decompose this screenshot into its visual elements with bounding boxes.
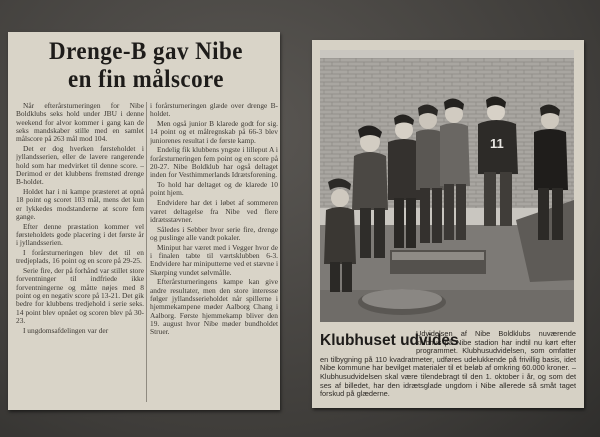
paragraph: I ungdomsafdelingen var der (23, 325, 109, 335)
paragraph: Endelig fik klubbens yngste i lilleput A i forårsturneringen fem point og en score på 20-27. Nibe Boldklub har også deltaget inden for Vesthimmerlands Idrætsforening. (150, 145, 278, 180)
article-clipping-left (8, 32, 280, 410)
article-clipping-right (312, 40, 584, 408)
paragraph: Efterårsturneringens kampe kan give andre resultater, men den store interesse følger jyllandsserieholdet når spillerne i hjemmekampene møder Aalborg Chang i Aalborg. Første hjemmekamp bliver den 19. august hvor Nibe møder bundholdet Struer. (150, 277, 278, 337)
paragraph: Efter denne præstation kommer vel førsteholdets gode placering i det første år i jyllandsserien. (16, 221, 144, 248)
article-headline (28, 38, 264, 94)
caption-title: Klubhuset udvides (320, 332, 459, 349)
column-divider (146, 102, 147, 402)
team-photo-illustration (320, 50, 574, 322)
photo-caption (320, 330, 576, 406)
paragraph: i forårsturneringen glæde over drenge B-holdet. (150, 102, 278, 119)
headline-line-1: Drenge-B gav Nibe (49, 38, 243, 65)
team-photo (320, 50, 574, 322)
shirt-number: 11 (490, 136, 504, 151)
article-column-1 (16, 102, 144, 408)
paragraph: Holdet har i ni kampe præsteret at opnå 18 point og scoret 103 mål, mens det kun er lykkedes modstanderne at score fem gange. (16, 186, 144, 221)
paragraph: Når efterårsturneringen for Nibe Boldklubs seks hold under JBU i denne weekend for alvor kommer i gang kan de seks mandskaber stille med en samlet målscore på 263 mål mod 104. (16, 102, 144, 144)
paragraph: I forårsturneringen blev det til en tredjeplads, 16 point og en score på 29-25. (16, 248, 144, 266)
caption-body: Udvidelsen af Nibe Boldklubs nuværende klubhus på Nibe stadion har indtil nu kørt efter programmet. Klubhusudvidelsen, som omfatter en tilbygning på 110 kvadratmeter, udføres udelukkende på frivillig basis, idet Nibe kommune har bevilget materialer til et beløb af omkring 60.000 kroner. – Klubhusudvidelsen skal være tilendebragt til den 1. oktober i år, og som det ses af billedet, har den idrætsglade ungdom i Nibe allerede så småt taget forskud på glæderne. (320, 329, 576, 399)
paragraph: Det er dog hverken førsteholdet i jyllandsserien, eller de lavere rangerende hold som har medvirket til denne score. – Derimod er det klubbens fremstød drenge B-holdet. (16, 143, 144, 187)
paragraph: Men også junior B klarede godt for sig. 14 point og et målregnskab på 66-3 blev juniorenes resultat i de første kamp. (150, 119, 278, 145)
paragraph: To hold har deltaget og de klarede 10 point hjem. (150, 180, 278, 198)
headline-line-2: en fin målscore (68, 66, 224, 93)
article-column-2 (150, 102, 278, 408)
paragraph: Således i Sebber hvor serie fire, drenge og puslinge alle vandt pokaler. (150, 224, 278, 242)
article-body (16, 102, 276, 408)
paragraph: Serie fire, der på forhånd var stillet store forventninger til indfriede ikke forventningerne og måtte nøjes med 8 point og en negativ score på 13-21. Det gik bedre for klubbens tredjehold i serie seks. 14 point blev opnået og scoren blev på 30-23. (16, 266, 144, 325)
paragraph: Miniput har været med i Vegger hvor de i finalen tabte til værtsklubben 6-3. Endvidere har miniputterne ved et stævne i Skørping vundet sølvmålle. (150, 242, 278, 277)
paragraph: Endvidere har det i løbet af sommeren været deltagelse fra Nibe ved flere idrætsstævner. (150, 198, 278, 224)
